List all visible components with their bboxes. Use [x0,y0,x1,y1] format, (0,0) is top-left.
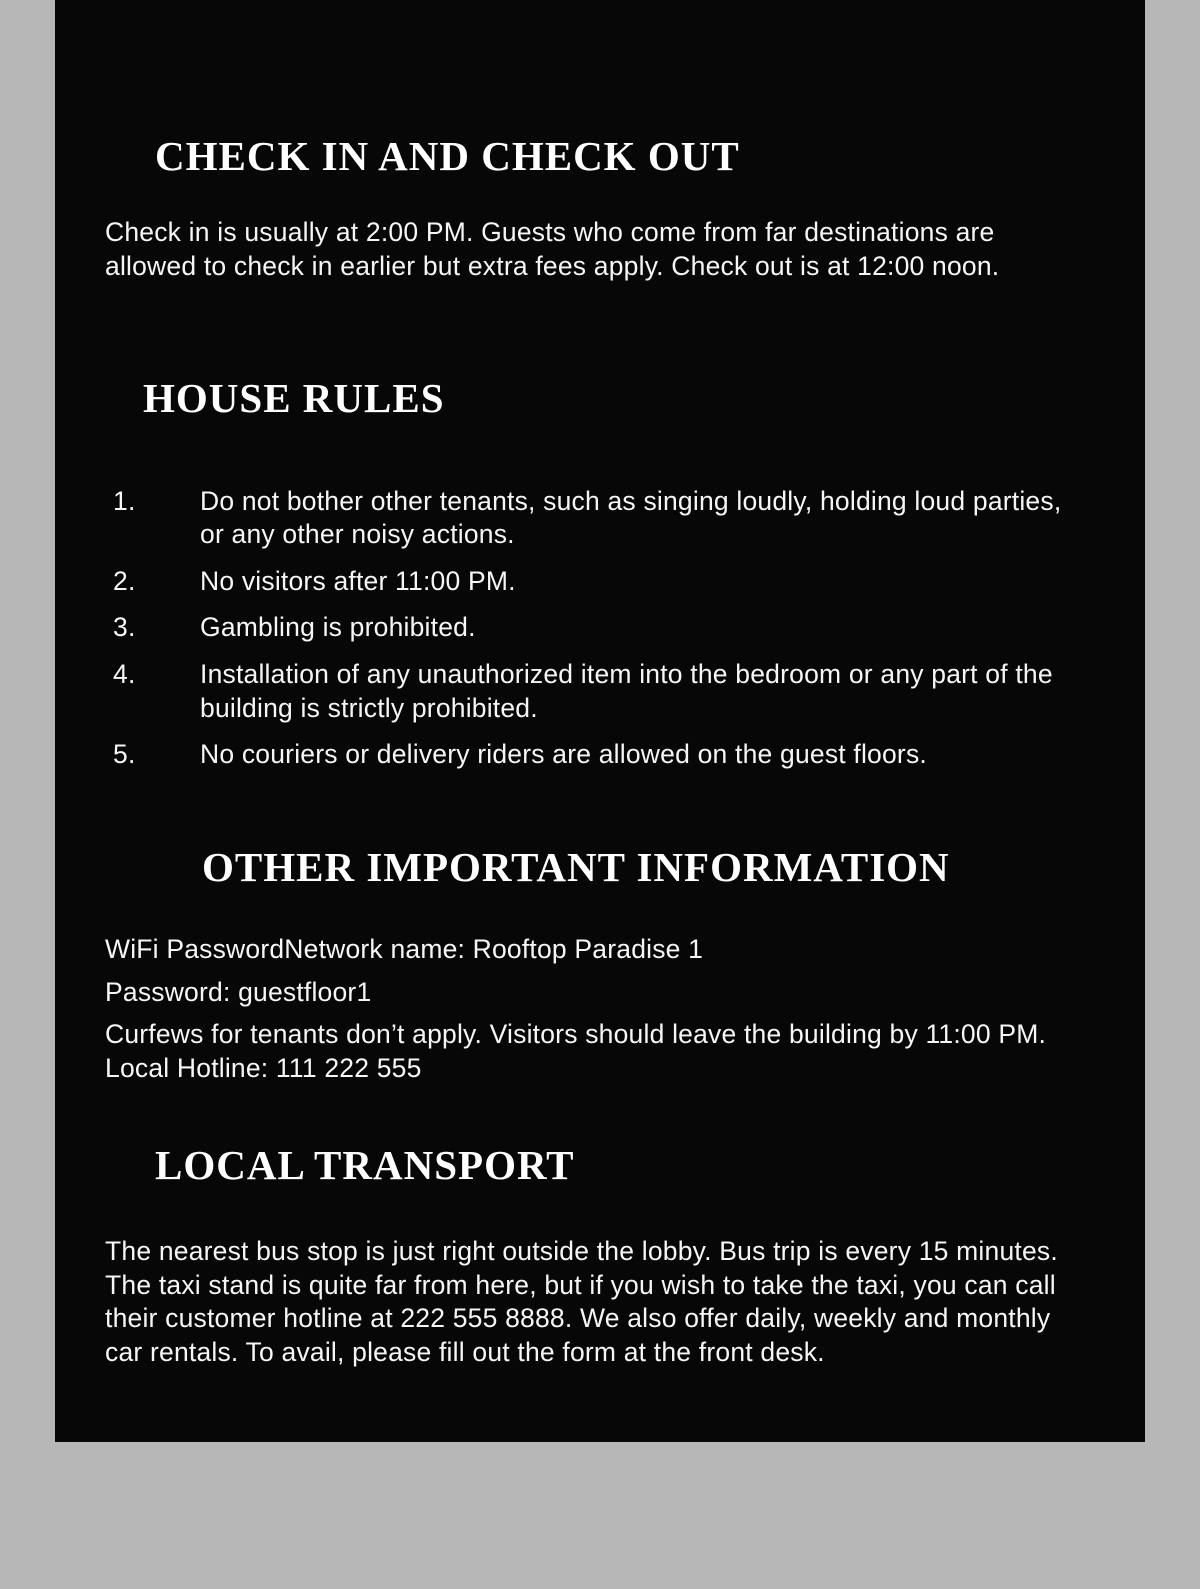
document-page [55,0,1145,1442]
list-item [105,738,1085,772]
list-item-number: 3. [113,612,136,643]
local-transport-paragraph: The nearest bus stop is just right outside the lobby. Bus trip is every 15 minutes. The taxi stand is quite far from here, but if you wish to take the taxi, you can call their customer hotline at 222 555 8888. We also offer daily, weekly and monthly car rentals. To avail, please fill out the form at the front desk. [105,1235,1058,1367]
list-item [105,565,1085,599]
list-item-number: 1. [113,485,136,516]
house-rules-list [105,485,1085,772]
list-item-number: 4. [113,659,136,690]
list-item-number: 5. [113,739,136,770]
wifi-network-line: WiFi PasswordNetwork name: Rooftop Paradise 1 [105,934,704,965]
check-in-paragraph: Check in is usually at 2:00 PM. Guests who come from far destinations are allowed to check in earlier but extra fees apply. Check out is at 12:00 noon. [105,217,1000,281]
list-item [105,485,1085,552]
list-item-text: Do not bother other tenants, such as singing loudly, holding loud parties, or any other noisy actions. [200,485,1062,550]
list-item-text: No couriers or delivery riders are allowed on the guest floors. [200,739,927,770]
section-title-other-information: OTHER IMPORTANT INFORMATION [202,844,950,891]
list-item [105,611,1085,645]
curfew-hotline-line: Curfews for tenants don’t apply. Visitors should leave the building by 11:00 PM. Local Hotline: 111 222 555 [105,1019,1047,1084]
section-title-local-transport: LOCAL TRANSPORT [155,1141,575,1188]
section-title-check-in: CHECK IN AND CHECK OUT [155,133,740,179]
section-title-house-rules: HOUSE RULES [143,375,445,422]
other-information-block [105,933,1085,1086]
list-item [105,658,1085,725]
list-item-text: Installation of any unauthorized item into the bedroom or any part of the building is strictly prohibited. [200,659,1053,723]
wifi-password-line: Password: guestfloor1 [105,976,372,1007]
list-item-text: Gambling is prohibited. [200,612,476,643]
list-item-text: No visitors after 11:00 PM. [200,565,516,596]
list-item-number: 2. [113,565,136,596]
